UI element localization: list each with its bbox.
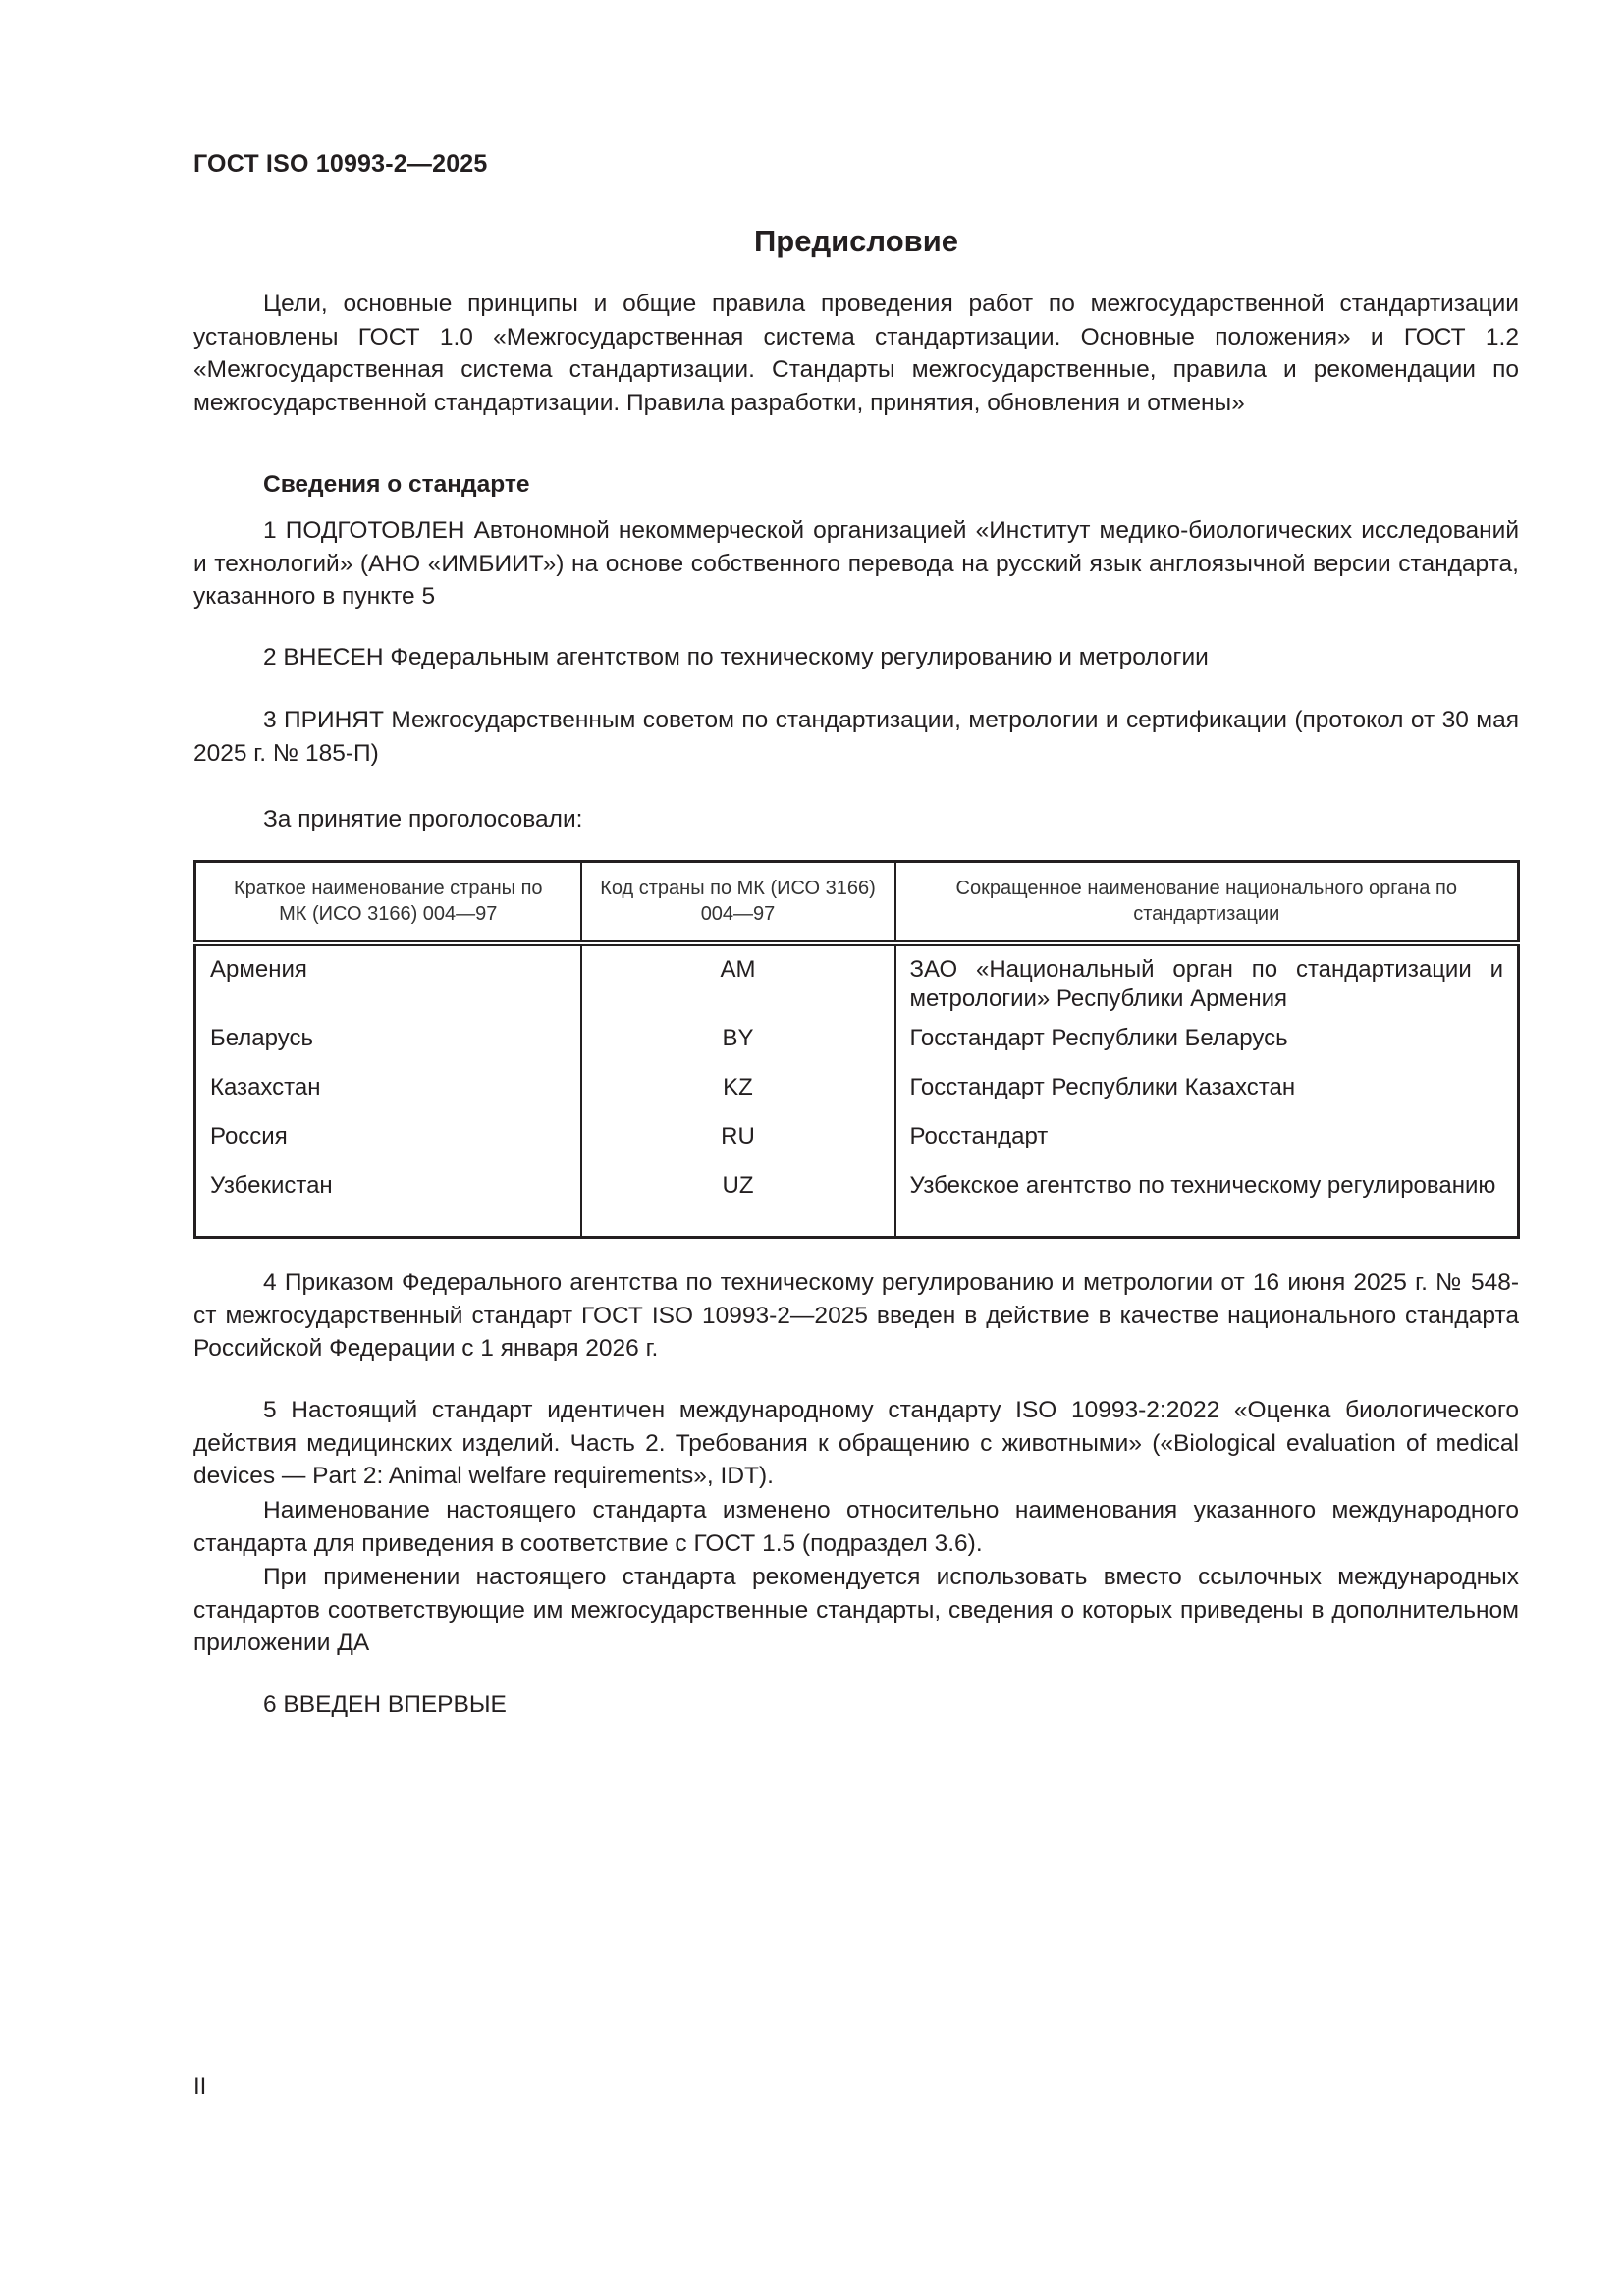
cell-code: BY [581, 1024, 895, 1073]
header-country: Краткое наименование страны по МК (ИСО 3166) 004—97 [195, 862, 581, 944]
table-row [195, 1024, 1519, 1073]
item-6-text: 6 ВВЕДЕН ВПЕРВЫЕ [263, 1691, 507, 1718]
cell-body: Узбекское агентство по техническому регулированию [895, 1171, 1519, 1238]
cell-country: Россия [210, 1123, 288, 1149]
item-3-text: 3 ПРИНЯТ Межгосударственным советом по стандартизации, метрологии и сертификации (протокол от 30 мая 2025 г. № 185-П) [193, 707, 1519, 767]
item-5-paragraph-3 [193, 1561, 1519, 1660]
cell-code: UZ [581, 1171, 895, 1238]
item-1 [193, 514, 1519, 614]
cell-country: Беларусь [210, 1025, 313, 1051]
intro-paragraph [193, 288, 1519, 419]
vote-table [193, 860, 1520, 1239]
header-code: Код страны по МК (ИСО 3166) 004—97 [581, 862, 895, 944]
item-1-text: 1 ПОДГОТОВЛЕН Автономной некоммерческой организацией «Институт медико-биологических исследований и технологий» (АНО «ИМБИИТ») на основе собственного перевода на русский язык англоязычной версии стандарта, указанного в пункте 5 [193, 517, 1519, 610]
voted-label-text: За принятие проголосовали: [263, 806, 583, 832]
cell-body: ЗАО «Национальный орган по стандартизации и метрологии» Республики Армения [895, 943, 1519, 1024]
table-header-row [195, 862, 1519, 944]
item-5-text-3: При применении настоящего стандарта рекомендуется использовать вместо ссылочных международных стандартов соответствующие им межгосударственные стандарты, сведения о которых приведены в дополнительном приложении ДА [193, 1564, 1519, 1656]
header-body: Сокращенное наименование национального органа по стандартизации [895, 862, 1519, 944]
page-title: Предисловие [753, 224, 958, 258]
item-2 [193, 641, 1519, 674]
cell-code: AM [581, 943, 895, 1024]
item-2-text: 2 ВНЕСЕН Федеральным агентством по техническому регулированию и метрологии [263, 644, 1209, 670]
page-number: II [193, 2073, 207, 2100]
table-row [195, 1122, 1519, 1171]
item-6 [193, 1688, 1519, 1722]
cell-country: Армения [210, 956, 307, 983]
item-5-paragraph-2 [193, 1494, 1519, 1560]
cell-country: Казахстан [210, 1074, 321, 1100]
cell-body: Госстандарт Республики Беларусь [895, 1024, 1519, 1073]
intro-text: Цели, основные принципы и общие правила проведения работ по межгосударственной стандартизации установлены ГОСТ 1.0 «Межгосударственная система стандартизации. Основные положения» и ГОСТ 1.2 «Межгосударственная система стандартизации. Стандарты межгосударственные, правила и рекомендации по межгосударственной стандартизации. Правила разработки, принятия, обновления и отмены» [193, 291, 1519, 416]
table-row [195, 1171, 1519, 1238]
voted-label [193, 803, 1519, 836]
item-4-text: 4 Приказом Федерального агентства по техническому регулированию и метрологии от 16 июня 2025 г. № 548-ст межгосударственный стандарт ГОСТ ISO 10993-2—2025 введен в действие в качестве национального стандарта Российской Федерации с 1 января 2026 г. [193, 1269, 1519, 1362]
item-5-paragraph-1 [193, 1394, 1519, 1493]
item-4 [193, 1266, 1519, 1365]
cell-code: RU [581, 1122, 895, 1171]
item-5-text-2: Наименование настоящего стандарта изменено относительно наименования указанного международного стандарта для приведения в соответствие с ГОСТ 1.5 (подраздел 3.6). [193, 1497, 1519, 1557]
table-row [195, 1073, 1519, 1122]
item-5-text-1: 5 Настоящий стандарт идентичен международному стандарту ISO 10993-2:2022 «Оценка биологического действия медицинских изделий. Часть 2. Требования к обращению с животными» («Biological evaluation of medical devices — Part 2: Animal welfare requirements», IDT). [193, 1397, 1519, 1489]
cell-country: Узбекистан [210, 1172, 333, 1199]
cell-body: Госстандарт Республики Казахстан [895, 1073, 1519, 1122]
cell-code: KZ [581, 1073, 895, 1122]
document-code: ГОСТ ISO 10993-2—2025 [193, 150, 488, 178]
item-3 [193, 704, 1519, 770]
table-row [195, 943, 1519, 1024]
cell-body: Росстандарт [895, 1122, 1519, 1171]
section-heading: Сведения о стандарте [263, 471, 530, 498]
